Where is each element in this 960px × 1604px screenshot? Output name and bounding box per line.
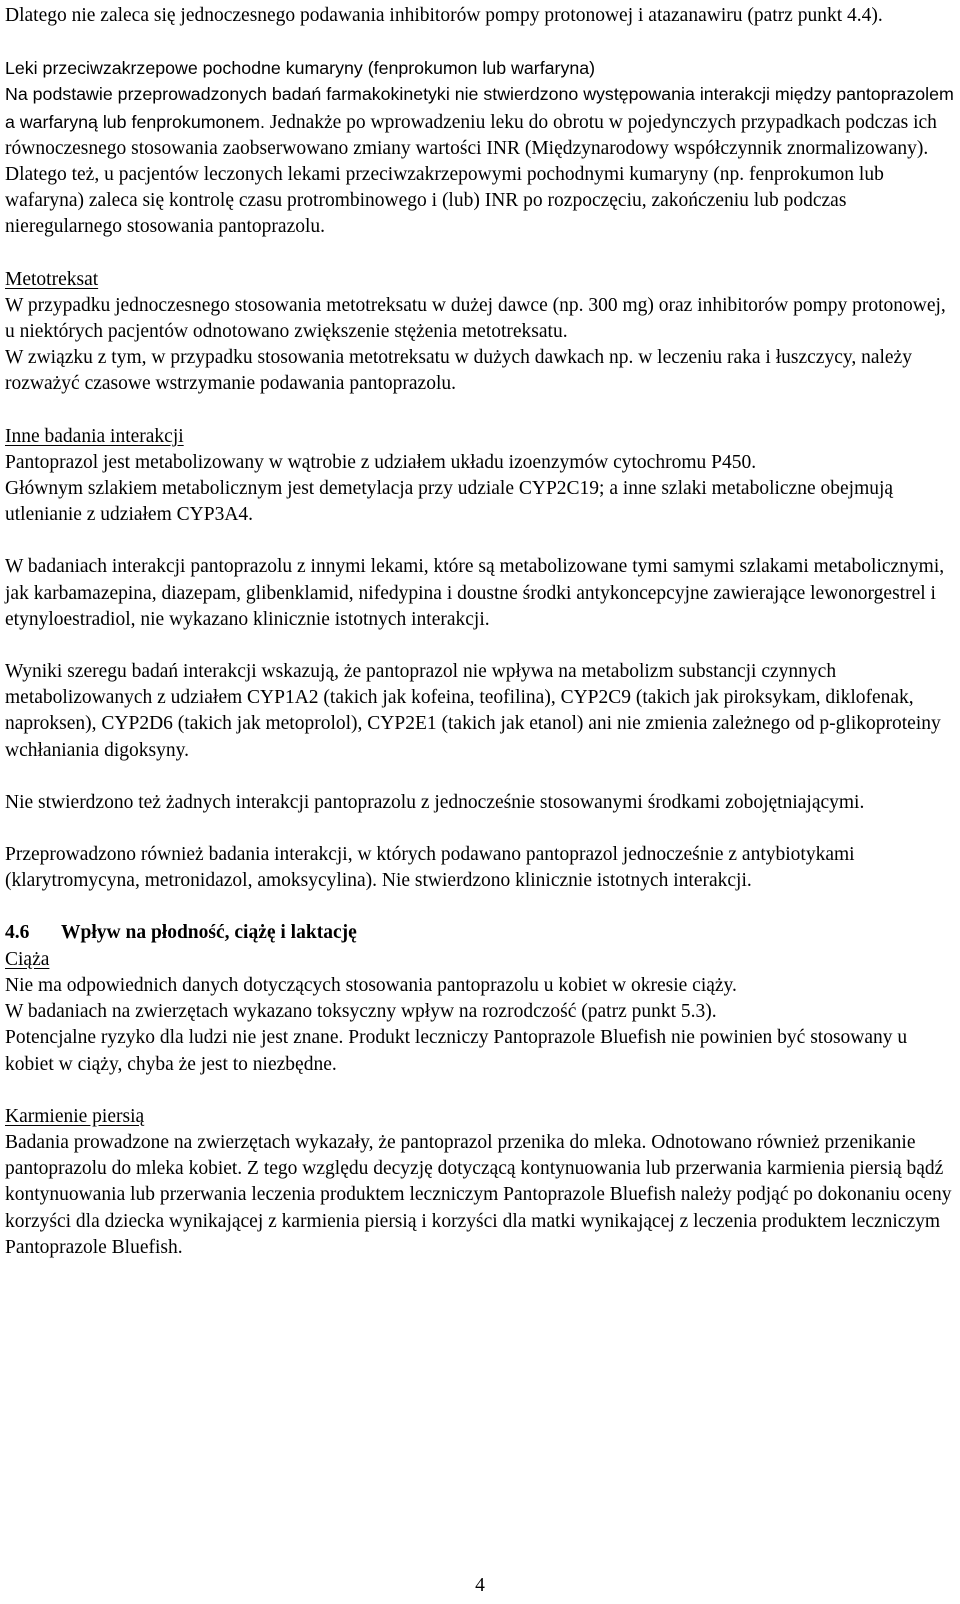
anticoagulants-text-sans: Na podstawie przeprowadzonych badań farmakokinetyki nie stwierdzono występowania interakcji między pantoprazolem a warfaryną lub fenprokumonem.: [5, 84, 954, 132]
methotrexate-title: Metotreksat: [5, 268, 99, 290]
section-title: Wpływ na płodność, ciążę i laktację: [61, 922, 357, 944]
breastfeeding-text: Badania prowadzone na zwierzętach wykazały, że pantoprazol przenika do mleka. Odnotowano również przenikanie pantoprazolu do mleka kobiet. Z tego względu decyzję dotyczącą kontynuowania lub przerwania karmienia piersią bądź kontynuowania lub przerwania leczenia produktem leczniczym Pantoprazole Bluefish należy podjąć po dokonaniu oceny korzyści dla dziecka wynikającej z karmienia piersią i korzyści dla matki wynikającej z leczenia produktem leczniczym Pantoprazole Bluefish.: [5, 1131, 952, 1258]
page-number: 4: [475, 1575, 485, 1596]
other-interactions-paragraph-2: W badaniach interakcji pantoprazolu z innymi lekami, które są metabolizowane tymi samymi szlakami metabolicznymi, jak karbamazepina, diazepam, glibenklamid, nifedypina i doustne środki antykoncepcyjne zawierające lewonorgestrel i etynyloestradiol, nie wykazano klinicznie istotnych interakcji.: [5, 556, 945, 630]
section-number: 4.6: [5, 922, 30, 944]
other-interactions-paragraph-4: Nie stwierdzono też żadnych interakcji pantoprazolu z jednocześnie stosowanymi środkami zobojętniającymi.: [5, 791, 865, 813]
other-interactions-text-1: Pantoprazol jest metabolizowany w wątrobie z udziałem układu izoenzymów cytochromu P450.: [5, 451, 757, 473]
pregnancy-text-2: W badaniach na zwierzętach wykazano toksyczny wpływ na rozrodczość (patrz punkt 5.3).: [5, 1001, 717, 1023]
other-interactions-title: Inne badania interakcji: [5, 425, 184, 447]
anticoagulants-text-serif: Jednakże po wprowadzeniu leku do obrotu w pojedynczych przypadkach podczas ich równoczesnego stosowania zaobserwowano zmiany wartości INR (Międzynarodowy współczynnik znormalizowany). Dlatego też, u pacjentów leczonych lekami przeciwzakrzepowymi pochodnymi kumaryny (np. fenprokumon lub wafaryna) zaleca się kontrolę czasu protrombinowego i (lub) INR po rozpoczęciu, zakończeniu lub podczas nieregularnego stosowania pantoprazolu.: [5, 111, 937, 238]
methotrexate-text-2: W związku z tym, w przypadku stosowania metotreksatu w dużych dawkach np. w leczeniu raka i łuszczycy, należy rozważyć czasowe wstrzymanie podawania pantoprazolu.: [5, 347, 912, 395]
anticoagulants-title: Leki przeciwzakrzepowe pochodne kumaryny (fenprokumon lub warfaryna): [5, 58, 596, 79]
intro-paragraph: Dlatego nie zaleca się jednoczesnego podawania inhibitorów pompy protonowej i atazanawiru (patrz punkt 4.4).: [5, 5, 883, 26]
document-page: [5, 3, 955, 1261]
other-interactions-text-2: Głównym szlakiem metabolicznym jest demetylacja przy udziale CYP2C19; a inne szlaki metaboliczne obejmują utlenianie z udziałem CYP3A4.: [5, 478, 894, 526]
pregnancy-text-3: Potencjalne ryzyko dla ludzi nie jest znane. Produkt leczniczy Pantoprazole Bluefish nie powinien być stosowany u kobiet w ciąży, chyba że jest to niezbędne.: [5, 1027, 908, 1075]
breastfeeding-title: Karmienie piersią: [5, 1105, 145, 1127]
methotrexate-text-1: W przypadku jednoczesnego stosowania metotreksatu w dużej dawce (np. 300 mg) oraz inhibitorów pompy protonowej, u niektórych pacjentów odnotowano zwiększenie stężenia metotreksatu.: [5, 294, 946, 343]
section-4-6-heading: [5, 920, 955, 946]
pregnancy-text-1: Nie ma odpowiednich danych dotyczących stosowania pantoprazolu u kobiet w okresie ciąży.: [5, 974, 737, 996]
pregnancy-title: Ciąża: [5, 948, 50, 970]
other-interactions-paragraph-3: Wyniki szeregu badań interakcji wskazują, że pantoprazol nie wpływa na metabolizm substancji czynnych metabolizowanych z udziałem CYP1A2 (takich jak kofeina, teofilina), CYP2C9 (takich jak piroksykam, diklofenak, naproksen), CYP2D6 (takich jak metoprolol), CYP2E1 (takich jak etanol) ani nie zmienia zależnego od p-glikoproteiny wchłaniania digoksyny.: [5, 661, 941, 761]
other-interactions-paragraph-5: Przeprowadzono również badania interakcji, w których podawano pantoprazol jednocześnie z antybiotykami (klarytromycyna, metronidazol, amoksycylina). Nie stwierdzono klinicznie istotnych interakcji.: [5, 844, 855, 892]
anticoagulants-paragraph: [5, 81, 955, 240]
